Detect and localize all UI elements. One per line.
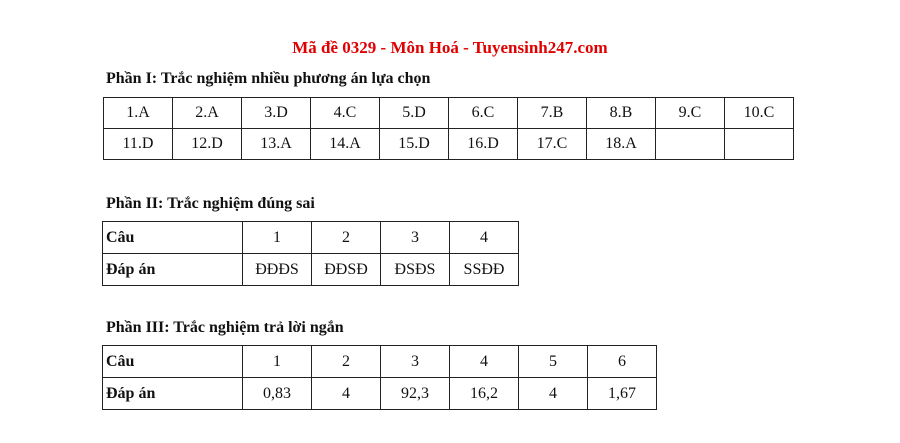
row-label: Đáp án bbox=[103, 254, 243, 286]
answer-cell: 8.B bbox=[587, 98, 656, 129]
part3-heading: Phần III: Trắc nghiệm trả lời ngắn bbox=[106, 319, 344, 336]
answer-cell: 4 bbox=[312, 378, 381, 410]
answer-cell: 10.C bbox=[725, 98, 794, 129]
table-row bbox=[104, 98, 794, 129]
question-number: 3 bbox=[381, 346, 450, 378]
row-label: Đáp án bbox=[103, 378, 243, 410]
document-title: Mã đề 0329 - Môn Hoá - Tuyensinh247.com bbox=[292, 38, 608, 57]
answer-cell: 92,3 bbox=[381, 378, 450, 410]
table-row bbox=[103, 254, 519, 286]
answer-cell: 0,83 bbox=[243, 378, 312, 410]
answer-cell: 14.A bbox=[311, 129, 380, 160]
question-number: 2 bbox=[312, 346, 381, 378]
answer-cell bbox=[656, 129, 725, 160]
question-number: 5 bbox=[519, 346, 588, 378]
question-number: 1 bbox=[243, 222, 312, 254]
table-row bbox=[103, 378, 657, 410]
answer-cell: 13.A bbox=[242, 129, 311, 160]
answer-cell: 3.D bbox=[242, 98, 311, 129]
answer-cell: 9.C bbox=[656, 98, 725, 129]
answer-cell: 6.C bbox=[449, 98, 518, 129]
question-number: 3 bbox=[381, 222, 450, 254]
answer-cell: 16.D bbox=[449, 129, 518, 160]
answer-cell: 4 bbox=[519, 378, 588, 410]
answer-cell: ĐĐSĐ bbox=[312, 254, 381, 286]
answer-cell: 16,2 bbox=[450, 378, 519, 410]
row-label: Câu bbox=[103, 222, 243, 254]
answer-cell: 18.A bbox=[587, 129, 656, 160]
row-label: Câu bbox=[103, 346, 243, 378]
question-number: 1 bbox=[243, 346, 312, 378]
answer-cell: 7.B bbox=[518, 98, 587, 129]
part2-answer-table bbox=[102, 221, 519, 286]
answer-cell: 4.C bbox=[311, 98, 380, 129]
answer-cell: SSĐĐ bbox=[450, 254, 519, 286]
answer-cell: ĐSĐS bbox=[381, 254, 450, 286]
part1-answer-table bbox=[103, 97, 794, 160]
answer-cell: 15.D bbox=[380, 129, 449, 160]
answer-cell: 1,67 bbox=[588, 378, 657, 410]
answer-cell: 17.C bbox=[518, 129, 587, 160]
answer-cell bbox=[725, 129, 794, 160]
part2-heading: Phần II: Trắc nghiệm đúng sai bbox=[106, 195, 315, 212]
answer-cell: 1.A bbox=[104, 98, 173, 129]
table-row bbox=[103, 346, 657, 378]
table-row bbox=[104, 129, 794, 160]
table-row bbox=[103, 222, 519, 254]
question-number: 4 bbox=[450, 346, 519, 378]
question-number: 4 bbox=[450, 222, 519, 254]
part3-answer-table bbox=[102, 345, 657, 410]
answer-cell: 12.D bbox=[173, 129, 242, 160]
answer-cell: 11.D bbox=[104, 129, 173, 160]
answer-cell: 5.D bbox=[380, 98, 449, 129]
answer-cell: 2.A bbox=[173, 98, 242, 129]
part1-heading: Phần I: Trắc nghiệm nhiều phương án lựa chọn bbox=[106, 70, 431, 87]
answer-cell: ĐĐĐS bbox=[243, 254, 312, 286]
question-number: 6 bbox=[588, 346, 657, 378]
question-number: 2 bbox=[312, 222, 381, 254]
